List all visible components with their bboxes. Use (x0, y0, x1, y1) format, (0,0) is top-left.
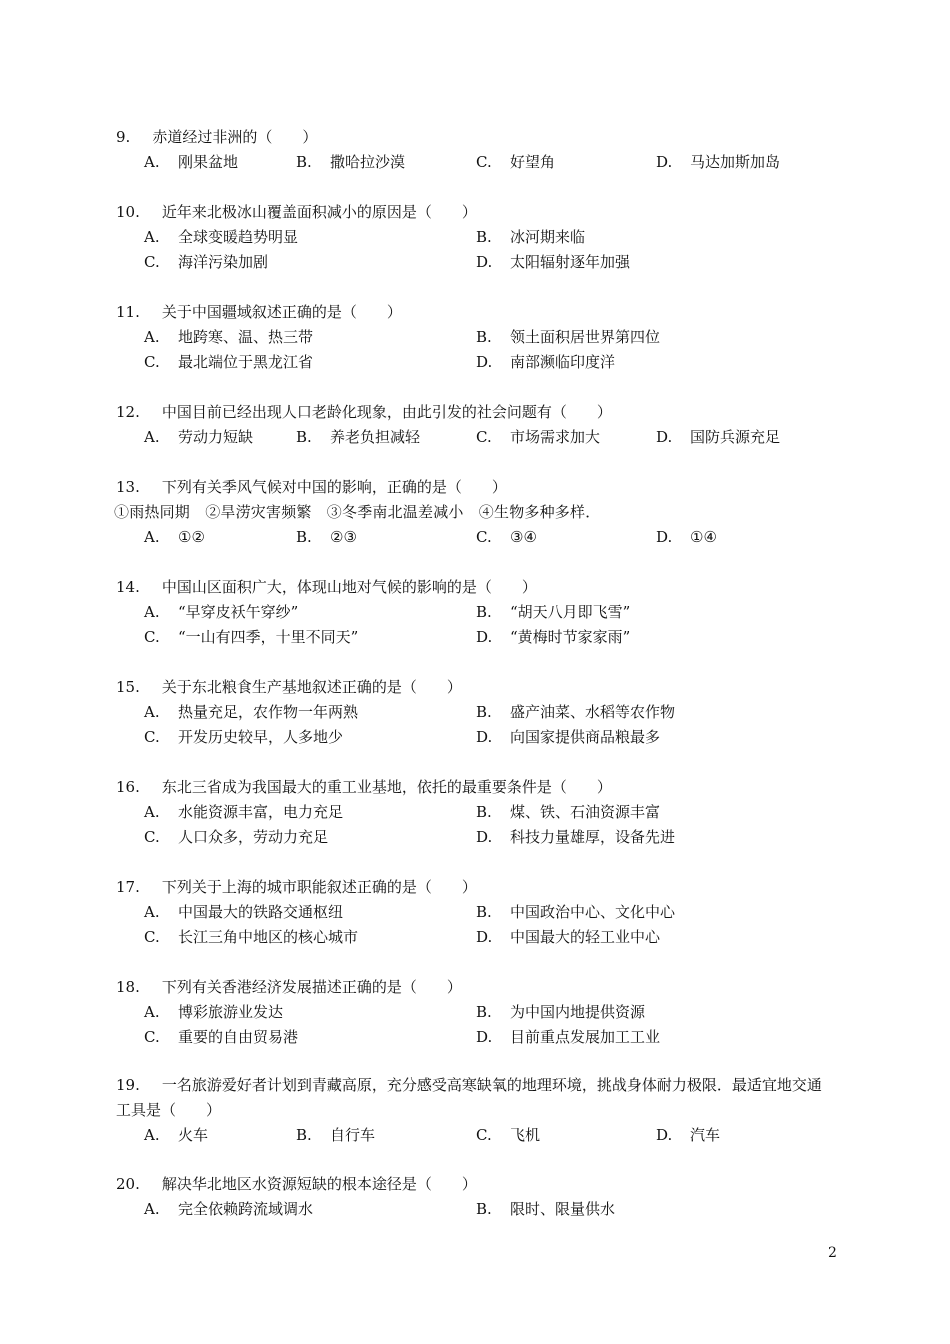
option-text: 科技力量雄厚，设备先进 (510, 828, 676, 846)
option-c (144, 250, 268, 275)
question-number: 15. (116, 678, 140, 696)
option-letter: D. (656, 1126, 673, 1144)
option-c (144, 825, 328, 850)
question-stem (116, 1073, 836, 1123)
option-c (144, 625, 358, 650)
options-row (116, 700, 836, 725)
option-c (144, 725, 343, 750)
options-row (116, 825, 836, 850)
option-b (296, 1123, 375, 1148)
option-text: 冰河期来临 (510, 228, 586, 246)
option-text: ①④ (690, 528, 717, 546)
options-row (116, 1025, 836, 1050)
question-13 (116, 475, 836, 550)
option-text: 中国最大的轻工业中心 (510, 928, 661, 946)
option-letter: D. (656, 428, 673, 446)
option-a (144, 150, 238, 175)
option-letter: D. (476, 628, 493, 646)
option-d (476, 250, 630, 275)
question-19 (116, 1073, 836, 1148)
question-15 (116, 675, 836, 750)
option-a (144, 525, 205, 550)
option-letter: A. (144, 903, 160, 921)
option-b (476, 1197, 615, 1222)
question-stem (116, 300, 836, 325)
option-c (144, 350, 313, 375)
option-text: ③④ (510, 528, 537, 546)
question-number: 12. (116, 403, 140, 421)
option-letter: A. (144, 428, 160, 446)
option-c (476, 1123, 540, 1148)
option-d (476, 350, 615, 375)
question-17 (116, 875, 836, 950)
option-a (144, 425, 253, 450)
question-stem (116, 775, 836, 800)
question-stem (116, 575, 836, 600)
option-a (144, 1197, 313, 1222)
option-text: 海洋污染加剧 (178, 253, 269, 271)
options-row (116, 625, 836, 650)
option-text: 市场需求加大 (510, 428, 601, 446)
option-text: 劳动力短缺 (178, 428, 254, 446)
option-text: 刚果盆地 (178, 153, 239, 171)
option-letter: A. (144, 703, 160, 721)
question-text: 中国目前已经出现人口老龄化现象，由此引发的社会问题有（ ） (161, 403, 612, 421)
question-11 (116, 300, 836, 375)
question-text: 下列有关香港经济发展描述正确的是（ ） (161, 978, 462, 996)
question-text: 下列有关季风气候对中国的影响，正确的是（ ） (161, 478, 507, 496)
question-stem (116, 400, 836, 425)
option-letter: B. (296, 428, 312, 446)
option-text: 汽车 (690, 1126, 721, 1144)
option-letter: A. (144, 153, 160, 171)
option-d (476, 725, 660, 750)
question-stem (116, 975, 836, 1000)
option-letter: A. (144, 1200, 160, 1218)
question-stem (116, 1172, 836, 1197)
option-d (656, 425, 780, 450)
question-stem (116, 200, 836, 225)
option-b (476, 800, 660, 825)
options-row (116, 900, 836, 925)
option-a (144, 800, 343, 825)
option-letter: D. (476, 253, 493, 271)
option-text: 国防兵源充足 (690, 428, 781, 446)
option-a (144, 900, 343, 925)
option-letter: C. (476, 428, 492, 446)
question-stem (116, 475, 836, 500)
option-b (296, 525, 357, 550)
option-c (476, 425, 600, 450)
option-text: 马达加斯加岛 (690, 153, 781, 171)
option-text: 博彩旅游业发达 (178, 1003, 284, 1021)
option-text: “胡天八月即飞雪” (510, 603, 631, 621)
option-letter: A. (144, 803, 160, 821)
option-letter: C. (144, 828, 160, 846)
option-letter: C. (144, 628, 160, 646)
option-b (476, 900, 675, 925)
question-9 (116, 125, 836, 175)
option-letter: A. (144, 228, 160, 246)
options-row (116, 250, 836, 275)
option-text: 领土面积居世界第四位 (510, 328, 661, 346)
question-text: 解决华北地区水资源短缺的根本途径是（ ） (161, 1175, 477, 1193)
option-letter: C. (476, 528, 492, 546)
question-number: 9. (116, 128, 131, 146)
option-text: ①② (178, 528, 205, 546)
option-letter: D. (476, 728, 493, 746)
options-row (116, 150, 836, 175)
option-letter: D. (656, 153, 673, 171)
question-number: 14. (116, 578, 140, 596)
question-12 (116, 400, 836, 450)
option-c (476, 150, 555, 175)
option-d (656, 150, 780, 175)
options-row (116, 925, 836, 950)
option-text: 最北端位于黑龙江省 (178, 353, 314, 371)
question-number: 20. (116, 1175, 140, 1193)
option-text: 开发历史较早，人多地少 (178, 728, 344, 746)
option-text: 为中国内地提供资源 (510, 1003, 646, 1021)
question-16 (116, 775, 836, 850)
option-d (476, 825, 675, 850)
option-text: 南部濒临印度洋 (510, 353, 616, 371)
option-letter: A. (144, 603, 160, 621)
option-c (144, 1025, 298, 1050)
option-d (476, 925, 660, 950)
options-row (116, 600, 836, 625)
option-a (144, 1000, 283, 1025)
option-c (476, 525, 537, 550)
question-14 (116, 575, 836, 650)
option-a (144, 225, 298, 250)
options-row (116, 525, 836, 550)
option-letter: C. (144, 928, 160, 946)
options-row (116, 1197, 836, 1222)
option-b (476, 325, 660, 350)
question-text: 近年来北极冰山覆盖面积减小的原因是（ ） (161, 203, 477, 221)
option-letter: C. (144, 253, 160, 271)
option-d (476, 625, 630, 650)
option-a (144, 325, 313, 350)
option-letter: D. (476, 928, 493, 946)
option-letter: A. (144, 1126, 160, 1144)
option-a (144, 600, 298, 625)
option-letter: D. (476, 1028, 493, 1046)
option-text: 飞机 (510, 1126, 541, 1144)
question-number: 17. (116, 878, 140, 896)
options-row (116, 425, 836, 450)
option-text: 中国最大的铁路交通枢纽 (178, 903, 344, 921)
option-letter: B. (476, 1200, 492, 1218)
option-text: 重要的自由贸易港 (178, 1028, 299, 1046)
option-letter: B. (476, 328, 492, 346)
option-d (656, 1123, 720, 1148)
option-text: 中国政治中心、文化中心 (510, 903, 676, 921)
question-stem (116, 675, 836, 700)
question-number: 18. (116, 978, 140, 996)
option-d (656, 525, 717, 550)
option-letter: C. (476, 1126, 492, 1144)
options-row (116, 800, 836, 825)
option-b (476, 225, 585, 250)
option-letter: C. (144, 728, 160, 746)
options-row (116, 725, 836, 750)
option-text: 目前重点发展加工工业 (510, 1028, 661, 1046)
option-text: 热量充足，农作物一年两熟 (178, 703, 359, 721)
option-text: 养老负担减轻 (330, 428, 421, 446)
option-letter: B. (296, 153, 312, 171)
option-b (476, 1000, 645, 1025)
question-number: 10. (116, 203, 140, 221)
question-number: 19. (116, 1076, 140, 1094)
option-text: “黄梅时节家家雨” (510, 628, 631, 646)
option-b (476, 700, 675, 725)
question-number: 11. (116, 303, 140, 321)
option-text: 完全依赖跨流域调水 (178, 1200, 314, 1218)
option-text: 火车 (178, 1126, 209, 1144)
option-text: 向国家提供商品粮最多 (510, 728, 661, 746)
option-b (296, 150, 405, 175)
question-text: 东北三省成为我国最大的重工业基地，依托的最重要条件是（ ） (161, 778, 612, 796)
option-text: 长江三角中地区的核心城市 (178, 928, 359, 946)
option-letter: C. (144, 353, 160, 371)
option-a (144, 700, 358, 725)
option-text: 自行车 (330, 1126, 376, 1144)
option-letter: C. (476, 153, 492, 171)
option-text: 水能资源丰富，电力充足 (178, 803, 344, 821)
option-text: 限时、限量供水 (510, 1200, 616, 1218)
option-letter: B. (476, 703, 492, 721)
option-d (476, 1025, 660, 1050)
question-text: 中国山区面积广大，体现山地对气候的影响的是（ ） (161, 578, 537, 596)
option-letter: C. (144, 1028, 160, 1046)
options-row (116, 1000, 836, 1025)
question-text: 关于中国疆域叙述正确的是（ ） (161, 303, 402, 321)
question-stem (116, 875, 836, 900)
option-letter: D. (656, 528, 673, 546)
option-letter: D. (476, 828, 493, 846)
question-20 (116, 1172, 836, 1222)
question-10 (116, 200, 836, 275)
option-letter: B. (476, 228, 492, 246)
option-text: 地跨寒、温、热三带 (178, 328, 314, 346)
question-text: 一名旅游爱好者计划到青藏高原，充分感受高寒缺氧的地理环境，挑战身体耐力极限．最适宜地交通工具是（ ） (116, 1076, 822, 1119)
question-stem (116, 125, 836, 150)
option-text: 人口众多，劳动力充足 (178, 828, 329, 846)
option-text: 盛产油菜、水稻等农作物 (510, 703, 676, 721)
option-text: 好望角 (510, 153, 556, 171)
option-text: ②③ (330, 528, 357, 546)
option-letter: A. (144, 528, 160, 546)
option-a (144, 1123, 208, 1148)
question-text: 下列关于上海的城市职能叙述正确的是（ ） (161, 878, 477, 896)
options-row (116, 1123, 836, 1148)
options-row (116, 225, 836, 250)
question-text: 赤道经过非洲的（ ） (152, 128, 318, 146)
option-letter: B. (476, 1003, 492, 1021)
option-letter: B. (476, 603, 492, 621)
options-row (116, 325, 836, 350)
option-letter: B. (476, 903, 492, 921)
options-row (116, 350, 836, 375)
option-b (296, 425, 420, 450)
option-c (144, 925, 358, 950)
option-letter: D. (476, 353, 493, 371)
question-number: 16. (116, 778, 140, 796)
option-b (476, 600, 630, 625)
option-letter: A. (144, 328, 160, 346)
option-letter: B. (476, 803, 492, 821)
option-text: 煤、铁、石油资源丰富 (510, 803, 661, 821)
question-number: 13. (116, 478, 140, 496)
option-text: 撒哈拉沙漠 (330, 153, 406, 171)
question-statement: ①雨热同期 ②旱涝灾害频繁 ③冬季南北温差减小 ④生物多种多样． (114, 503, 601, 521)
option-text: “一山有四季，十里不同天” (178, 628, 359, 646)
option-text: “早穿皮袄午穿纱” (178, 603, 299, 621)
option-text: 太阳辐射逐年加强 (510, 253, 631, 271)
option-letter: B. (296, 528, 312, 546)
option-letter: A. (144, 1003, 160, 1021)
question-18 (116, 975, 836, 1050)
page-number: 2 (828, 1245, 837, 1261)
question-text: 关于东北粮食生产基地叙述正确的是（ ） (161, 678, 462, 696)
option-text: 全球变暖趋势明显 (178, 228, 299, 246)
option-letter: B. (296, 1126, 312, 1144)
